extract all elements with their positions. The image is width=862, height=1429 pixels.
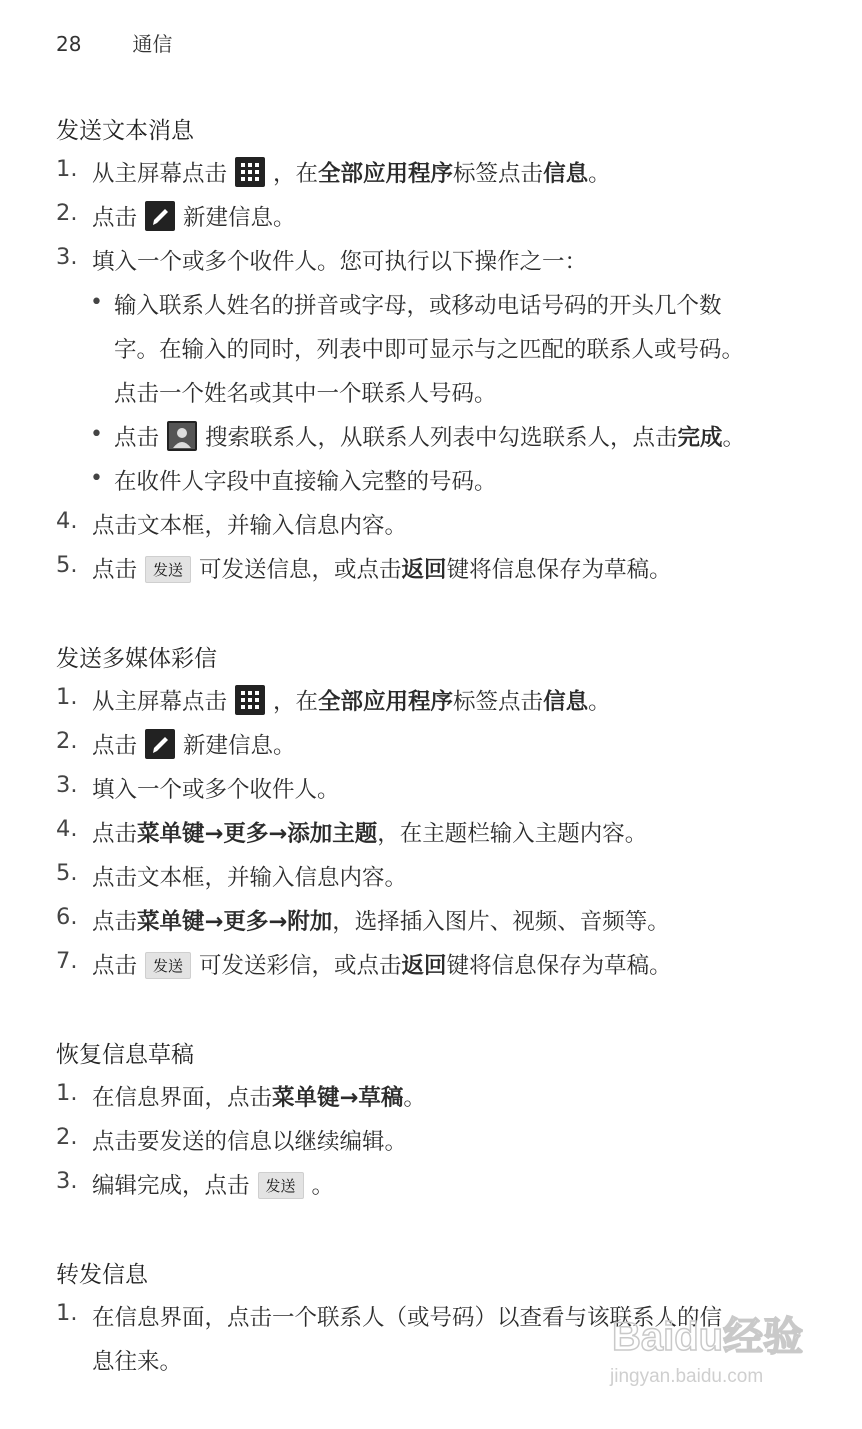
send-button-illustration: 发送 [145,952,191,979]
step-text: 点击菜单键→更多→添加主题，在主题栏输入主题内容。 [92,821,648,847]
section-title-send-mms: 发送多媒体彩信 [56,646,217,672]
step-text: 息往来。 [92,1349,183,1375]
bullet-text: 在收件人字段中直接输入完整的号码。 [114,469,497,495]
baidu-watermark [580,1298,860,1398]
step-text: 从主屏幕点击 ，在全部应用程序标签点击信息。 [92,156,611,188]
step-number: 3. [56,772,78,798]
step-text: 点击文本框，并输入信息内容。 [92,865,408,891]
bullet-text: 点击一个姓名或其中一个联系人号码。 [114,381,497,407]
bullet-text: 字。在输入的同时，列表中即可显示与之匹配的联系人或号码。 [114,337,745,363]
bullet-icon: • [90,290,103,315]
step-number: 4. [56,816,78,842]
apps-grid-icon [235,685,265,715]
step-text: 填入一个或多个收件人。 [92,777,340,803]
step-number: 1. [56,684,78,710]
chapter-title: 通信 [132,32,173,56]
step-number: 2. [56,728,78,754]
step-number: 5. [56,860,78,886]
step-text: 点击要发送的信息以继续编辑。 [92,1129,408,1155]
bullet-icon: • [90,422,103,447]
page-header [56,28,172,57]
step-number: 5. [56,552,78,578]
page-number: 28 [56,32,82,56]
step-text: 从主屏幕点击 ，在全部应用程序标签点击信息。 [92,684,611,716]
step-number: 2. [56,200,78,226]
contact-person-icon [167,421,197,451]
step-text: 编辑完成，点击 发送 。 [92,1173,335,1199]
section-title-restore-draft: 恢复信息草稿 [56,1042,194,1068]
bullet-text: 输入联系人姓名的拼音或字母，或移动电话号码的开头几个数 [114,293,722,319]
step-text: 点击菜单键→更多→附加，选择插入图片、视频、音频等。 [92,909,670,935]
step-text: 点击文本框，并输入信息内容。 [92,513,408,539]
step-number: 3. [56,244,78,270]
step-text: 点击 新建信息。 [92,200,296,232]
step-number: 1. [56,1080,78,1106]
step-text: 点击 新建信息。 [92,728,296,760]
step-number: 2. [56,1124,78,1150]
section-title-send-text: 发送文本消息 [56,118,194,144]
watermark-brand: Baidu经验 [612,1315,804,1359]
watermark-url: jingyan.baidu.com [610,1366,764,1387]
step-number: 4. [56,508,78,534]
pencil-compose-icon [145,201,175,231]
section-title-forward: 转发信息 [56,1262,148,1288]
step-number: 1. [56,156,78,182]
pencil-compose-icon [145,729,175,759]
step-number: 3. [56,1168,78,1194]
step-text: 点击 发送 可发送信息，或点击返回键将信息保存为草稿。 [92,557,672,583]
step-number: 6. [56,904,78,930]
step-number: 1. [56,1300,78,1326]
bullet-icon: • [90,466,103,491]
bullet-text: 点击 搜索联系人，从联系人列表中勾选联系人，点击完成。 [114,420,745,452]
step-text: 填入一个或多个收件人。您可执行以下操作之一： [92,249,588,275]
step-text: 点击 发送 可发送彩信，或点击返回键将信息保存为草稿。 [92,953,672,979]
step-text: 在信息界面，点击菜单键→草稿。 [92,1085,426,1111]
step-number: 7. [56,948,78,974]
send-button-illustration: 发送 [258,1172,304,1199]
send-button-illustration: 发送 [145,556,191,583]
step-text: 在信息界面，点击一个联系人（或号码）以查看与该联系人的信 [92,1305,723,1331]
apps-grid-icon [235,157,265,187]
